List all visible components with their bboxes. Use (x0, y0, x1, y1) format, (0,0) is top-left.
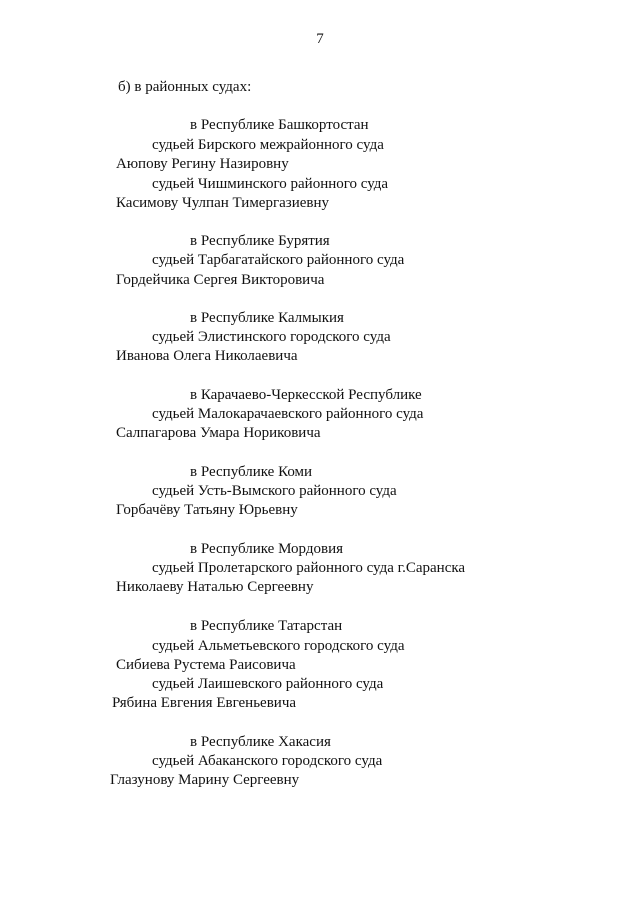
region-heading: в Республике Башкортостан (190, 117, 369, 133)
court-line: судьей Малокарачаевского районного суда (152, 406, 424, 422)
person-line: Глазунову Марину Сергеевну (110, 772, 300, 788)
person-line: Горбачёву Татьяну Юрьевну (116, 502, 298, 518)
page-number: 7 (316, 31, 324, 47)
person-line: Салпагарова Умара Нориковича (116, 425, 321, 441)
person-line: Сибиева Рустема Раисовича (116, 657, 296, 673)
person-line: Николаеву Наталью Сергеевну (116, 579, 314, 595)
court-line: судьей Абаканского городского суда (152, 753, 383, 769)
person-line: Иванова Олега Николаевича (116, 348, 298, 364)
person-line: Аюпову Регину Назировну (116, 156, 289, 172)
region-heading: в Карачаево-Черкесской Республике (190, 387, 422, 403)
intro-heading: б) в районных судах: (118, 79, 252, 95)
region-heading: в Республике Татарстан (190, 618, 343, 634)
region-heading: в Республике Коми (190, 464, 313, 480)
person-line: Рябина Евгения Евгеньевича (112, 695, 297, 711)
person-line: Гордейчика Сергея Викторовича (116, 272, 325, 288)
court-line: судьей Пролетарского районного суда г.Саранска (152, 560, 466, 576)
region-heading: в Республике Калмыкия (190, 310, 344, 326)
court-line: судьей Альметьевского городского суда (152, 638, 405, 654)
court-line: судьей Лаишевского районного суда (152, 676, 384, 692)
court-line: судьей Усть-Вымского районного суда (152, 483, 397, 499)
court-line: судьей Тарбагатайского районного суда (152, 252, 405, 268)
court-line: судьей Элистинского городского суда (152, 329, 391, 345)
court-line: судьей Чишминского районного суда (152, 176, 389, 192)
person-line: Касимову Чулпан Тимергазиевну (116, 195, 329, 211)
region-heading: в Республике Мордовия (190, 541, 343, 557)
region-heading: в Республике Хакасия (190, 734, 331, 750)
court-line: судьей Бирского межрайонного суда (152, 137, 384, 153)
region-heading: в Республике Бурятия (190, 233, 330, 249)
